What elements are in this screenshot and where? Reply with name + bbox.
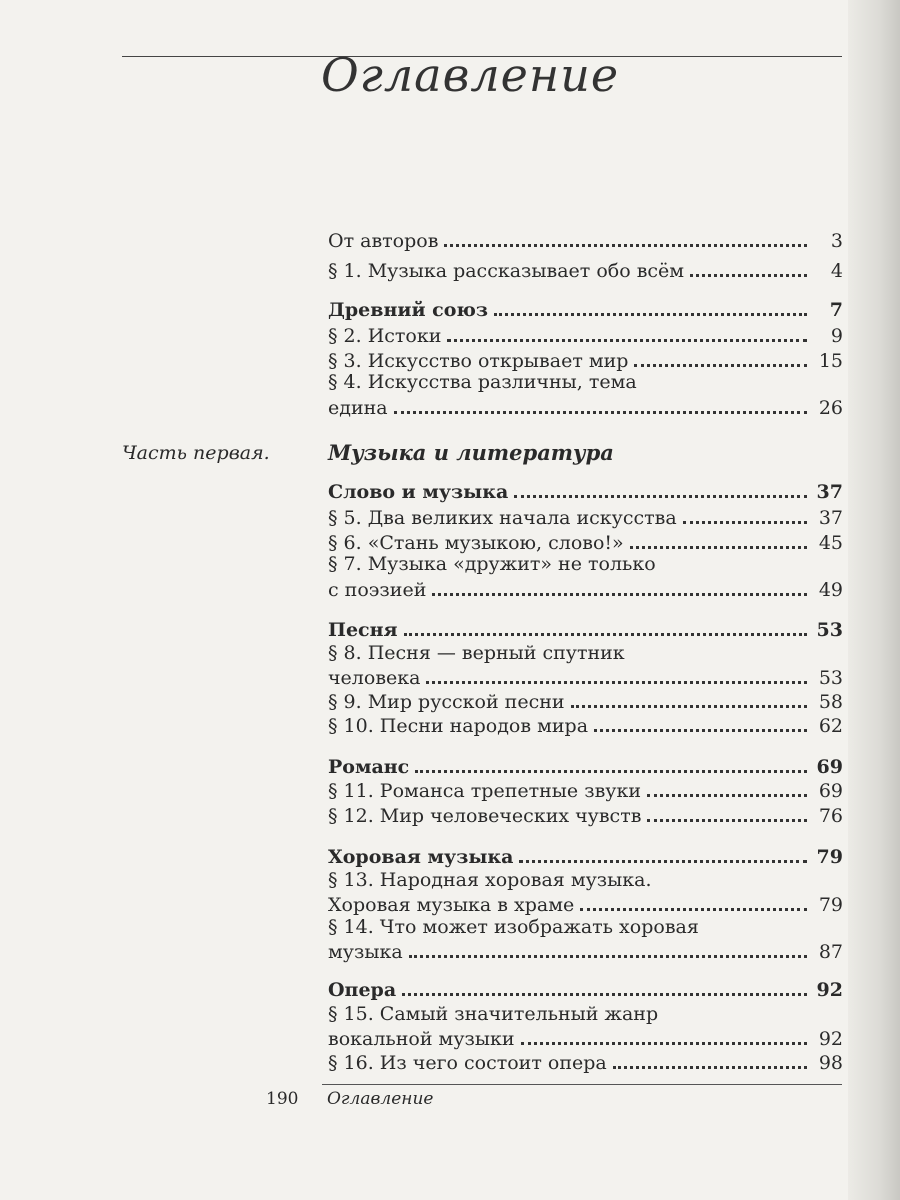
toc-entry[interactable] bbox=[328, 577, 843, 601]
toc-section[interactable] bbox=[328, 844, 843, 868]
leader-dots bbox=[415, 770, 807, 773]
toc-section-page: 69 bbox=[816, 756, 843, 778]
toc-entry[interactable] bbox=[328, 228, 843, 252]
leader-dots bbox=[571, 705, 807, 708]
toc-entry-page: 62 bbox=[818, 715, 843, 737]
toc-entry-page: 76 bbox=[818, 805, 843, 827]
toc-entry-label: § 3. Искусство открывает мир bbox=[328, 350, 629, 372]
toc-entry-page: 92 bbox=[818, 1028, 843, 1050]
toc-entry-label: музыка bbox=[328, 941, 403, 963]
leader-dots bbox=[690, 274, 807, 277]
toc-entry[interactable] bbox=[328, 530, 843, 554]
leader-dots bbox=[494, 313, 807, 316]
toc-entry-label: § 9. Мир русской песни bbox=[328, 691, 565, 713]
toc-entry-page: 87 bbox=[818, 941, 843, 963]
toc-entry-label: § 5. Два великих начала искусства bbox=[328, 507, 677, 529]
page-title: Оглавление bbox=[320, 48, 620, 102]
toc-entry-label: вокальной музыки bbox=[328, 1028, 515, 1050]
toc-entry-page: 49 bbox=[818, 579, 843, 601]
toc-entry-label: человека bbox=[328, 667, 421, 689]
footer-rule bbox=[322, 1084, 842, 1085]
toc-section-page: 92 bbox=[816, 979, 843, 1001]
toc-section[interactable] bbox=[328, 754, 843, 778]
toc-entry[interactable] bbox=[328, 689, 843, 713]
leader-dots bbox=[634, 364, 807, 367]
toc-entry[interactable] bbox=[328, 892, 843, 916]
leader-dots bbox=[630, 546, 807, 549]
toc-entry-page: 53 bbox=[818, 667, 843, 689]
toc-section-label: Песня bbox=[328, 619, 398, 641]
toc-section-page: 79 bbox=[816, 846, 843, 868]
toc-entry-page: 4 bbox=[830, 260, 843, 282]
toc-entry-page: 98 bbox=[818, 1052, 843, 1074]
toc-section-label: Опера bbox=[328, 979, 397, 1001]
toc-entry-label: § 6. «Стань музыкою, слово!» bbox=[328, 532, 624, 554]
leader-dots bbox=[447, 339, 807, 342]
toc-section[interactable] bbox=[328, 297, 843, 321]
toc-entry[interactable] bbox=[328, 323, 843, 347]
leader-dots bbox=[444, 244, 807, 247]
toc-section-label: Древний союз bbox=[328, 299, 489, 321]
toc-entry-page: 15 bbox=[818, 350, 843, 372]
toc-entry-page: 9 bbox=[830, 325, 843, 347]
toc-entry[interactable] bbox=[328, 348, 843, 372]
leader-dots bbox=[521, 1042, 807, 1045]
toc-entry-first-line: § 7. Музыка «дружит» не только bbox=[328, 553, 656, 575]
leader-dots bbox=[394, 411, 807, 414]
leader-dots bbox=[402, 993, 807, 996]
toc-section-label: Романс bbox=[328, 756, 410, 778]
leader-dots bbox=[519, 860, 807, 863]
toc-entry[interactable] bbox=[328, 1026, 843, 1050]
toc-entry-page: 58 bbox=[818, 691, 843, 713]
toc-entry[interactable] bbox=[328, 939, 843, 963]
leader-dots bbox=[409, 955, 807, 958]
toc-entry[interactable] bbox=[328, 665, 843, 689]
toc-entry-label: От авторов bbox=[328, 230, 439, 252]
toc-entry-label: едина bbox=[328, 397, 388, 419]
toc-entry-first-line: § 14. Что может изображать хоровая bbox=[328, 916, 699, 938]
toc-entry-page: 45 bbox=[818, 532, 843, 554]
toc-entry-label: § 11. Романса трепетные звуки bbox=[328, 780, 641, 802]
toc-entry-page: 79 bbox=[818, 894, 843, 916]
toc-section-page: 7 bbox=[829, 299, 843, 321]
toc-section-page: 53 bbox=[816, 619, 843, 641]
toc-section-label: Слово и музыка bbox=[328, 481, 509, 503]
leader-dots bbox=[594, 729, 807, 732]
toc-entry-first-line: § 15. Самый значительный жанр bbox=[328, 1003, 659, 1025]
page-edge bbox=[848, 0, 900, 1200]
toc-entry-label: с поэзией bbox=[328, 579, 427, 601]
toc-section[interactable] bbox=[328, 479, 843, 503]
toc-entry[interactable] bbox=[328, 395, 843, 419]
part-title: Музыка и литература bbox=[328, 440, 614, 465]
toc-section-label: Хоровая музыка bbox=[328, 846, 514, 868]
leader-dots bbox=[404, 633, 807, 636]
toc-entry[interactable] bbox=[328, 803, 843, 827]
toc-entry-page: 3 bbox=[830, 230, 843, 252]
toc-section-page: 37 bbox=[816, 481, 843, 503]
leader-dots bbox=[580, 908, 807, 911]
toc-entry-page: 37 bbox=[818, 507, 843, 529]
footer-page-number: 190 bbox=[266, 1089, 299, 1109]
toc-entry[interactable] bbox=[328, 778, 843, 802]
toc-entry-page: 69 bbox=[818, 780, 843, 802]
toc-entry-label: § 10. Песни народов мира bbox=[328, 715, 589, 737]
toc-entry-label: Хоровая музыка в храме bbox=[328, 894, 575, 916]
toc-entry[interactable] bbox=[328, 258, 843, 282]
leader-dots bbox=[613, 1066, 807, 1069]
footer-running-title: Оглавление bbox=[327, 1089, 434, 1109]
toc-entry[interactable] bbox=[328, 505, 843, 529]
leader-dots bbox=[683, 521, 807, 524]
part-label: Часть первая. bbox=[122, 442, 270, 464]
leader-dots bbox=[432, 593, 807, 596]
toc-entry[interactable] bbox=[328, 713, 843, 737]
toc-entry[interactable] bbox=[328, 1050, 843, 1074]
toc-entry-label: § 12. Мир человеческих чувств bbox=[328, 805, 642, 827]
toc-section[interactable] bbox=[328, 977, 843, 1001]
toc-entry-label: § 2. Истоки bbox=[328, 325, 442, 347]
toc-entry-first-line: § 4. Искусства различны, тема bbox=[328, 371, 637, 393]
toc-section[interactable] bbox=[328, 617, 843, 641]
toc-entry-first-line: § 13. Народная хоровая музыка. bbox=[328, 869, 652, 891]
toc-entry-page: 26 bbox=[818, 397, 843, 419]
toc-entry-label: § 1. Музыка рассказывает обо всём bbox=[328, 260, 685, 282]
leader-dots bbox=[514, 495, 807, 498]
leader-dots bbox=[426, 681, 807, 684]
toc-entry-label: § 16. Из чего состоит опера bbox=[328, 1052, 607, 1074]
leader-dots bbox=[647, 794, 807, 797]
leader-dots bbox=[647, 819, 807, 822]
toc-entry-first-line: § 8. Песня — верный спутник bbox=[328, 642, 625, 664]
